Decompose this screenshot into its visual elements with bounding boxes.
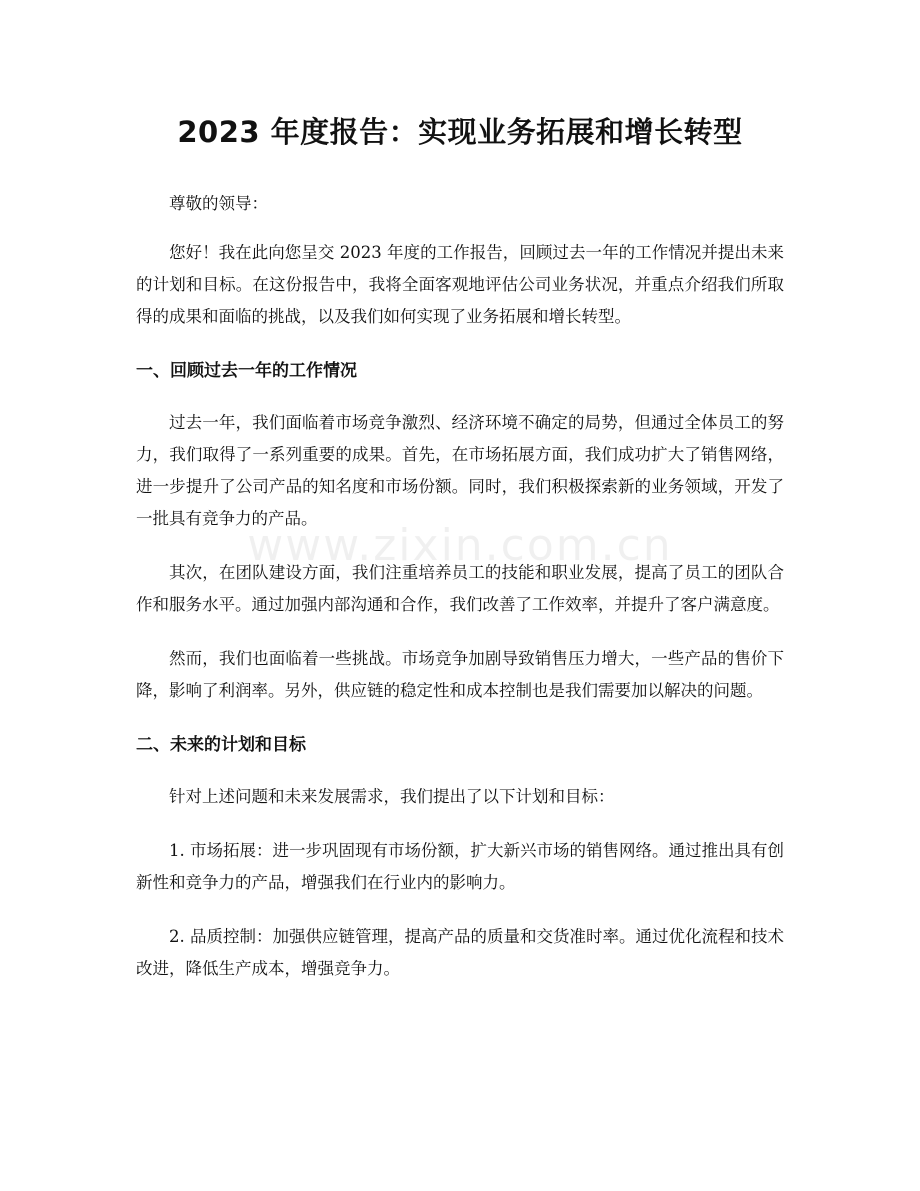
section-1-paragraph-2: 其次，在团队建设方面，我们注重培养员工的技能和职业发展，提高了员工的团队合作和服务水平。通过加强内部沟通和合作，我们改善了工作效率，并提升了客户满意度。	[136, 563, 784, 614]
document-title: 2023 年度报告：实现业务拓展和增长转型	[177, 115, 743, 149]
section-1-paragraph-1: 过去一年，我们面临着市场竞争激烈、经济环境不确定的局势，但通过全体员工的努力，我们取得了一系列重要的成果。首先，在市场拓展方面，我们成功扩大了销售网络，进一步提升了公司产品的知名度和市场份额。同时，我们积极探索新的业务领域，开发了一批具有竞争力的产品。	[136, 413, 784, 528]
section-2-item-2: 2. 品质控制：加强供应链管理，提高产品的质量和交货准时率。通过优化流程和技术改进，降低生产成本，增强竞争力。	[136, 927, 784, 978]
section-2-item-1: 1. 市场拓展：进一步巩固现有市场份额，扩大新兴市场的销售网络。通过推出具有创新性和竞争力的产品，增强我们在行业内的影响力。	[136, 841, 784, 892]
intro-paragraph: 您好！我在此向您呈交 2023 年度的工作报告，回顾过去一年的工作情况并提出未来的计划和目标。在这份报告中，我将全面客观地评估公司业务状况，并重点介绍我们所取得的成果和面临的挑战，以及我们如何实现了业务拓展和增长转型。	[136, 243, 784, 326]
section-2-heading: 二、未来的计划和目标	[136, 735, 306, 755]
salutation: 尊敬的领导：	[169, 194, 268, 213]
section-2-paragraph-1: 针对上述问题和未来发展需求，我们提出了以下计划和目标：	[169, 787, 615, 806]
section-1-heading: 一、回顾过去一年的工作情况	[136, 361, 357, 381]
section-1-paragraph-3: 然而，我们也面临着一些挑战。市场竞争加剧导致销售压力增大，一些产品的售价下降，影响了利润率。另外，供应链的稳定性和成本控制也是我们需要加以解决的问题。	[136, 649, 784, 700]
watermark: www.zixin.com.cn	[247, 520, 673, 571]
